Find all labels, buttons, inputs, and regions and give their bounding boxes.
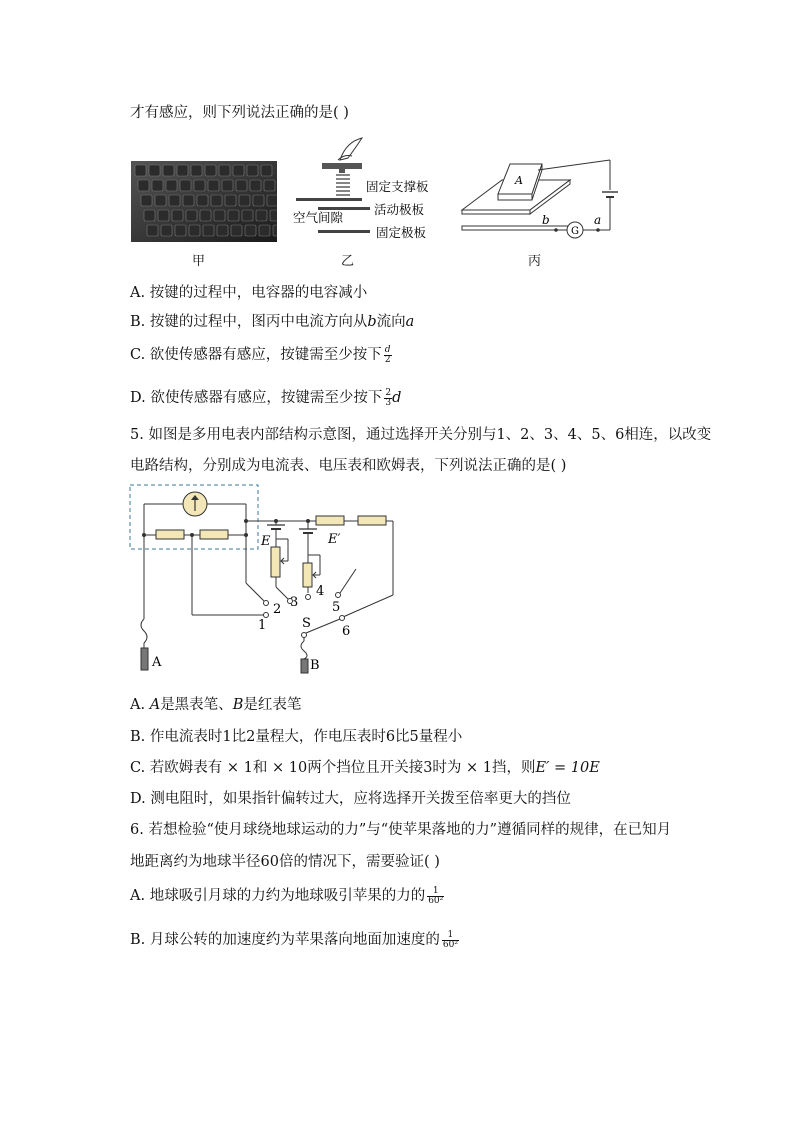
- keyboard-key: [247, 165, 258, 176]
- q4-option-d: D. 欲使传感器有感应，按键需至少按下 $\frac{2}{3}$ d: [130, 387, 402, 408]
- keyboard-key: [155, 195, 166, 206]
- keyboard-key: [233, 165, 244, 176]
- keyboard-key: [152, 180, 163, 191]
- keyboard-key: [270, 210, 277, 221]
- q5-stem-line1: 5. 如图是多用电表内部结构示意图，通过选择开关分别与1、2、3、4、5、6相连，以改变: [130, 427, 712, 443]
- keyboard-key: [253, 195, 264, 206]
- keyboard-key: [147, 225, 158, 236]
- keyboard-key: [197, 195, 208, 206]
- keyboard-key: [231, 225, 242, 236]
- q6-stem-line1: 6. 若想检验“使月球绕地球运动的力”与“使苹果落地的力”遵循同样的规律，在已知月: [130, 822, 672, 838]
- keyboard-key: [177, 165, 188, 176]
- keyboard-key: [135, 165, 146, 176]
- keyboard-key: [239, 195, 250, 206]
- keyboard-key: [175, 225, 186, 236]
- keyboard-key: [267, 195, 277, 206]
- capacitor-key-diagram: [288, 130, 448, 245]
- fig-label-bing: 丙: [528, 254, 542, 269]
- keyboard-key: [172, 210, 183, 221]
- label-1: 1: [258, 618, 267, 633]
- label-4: 4: [316, 584, 325, 599]
- keyboard-key: [245, 225, 256, 236]
- keyboard-key: [225, 195, 236, 206]
- q6-option-b: B. 月球公转的加速度约为苹果落向地面加速度的 $\frac{1}{\text{60²}}$: [130, 929, 458, 950]
- keyboard-key: [180, 180, 191, 191]
- keyboard-key: [163, 165, 174, 176]
- keyboard-key: [261, 165, 272, 176]
- keyboard-key: [208, 180, 219, 191]
- label-a: a: [594, 213, 602, 227]
- keyboard-key: [149, 165, 160, 176]
- q6-stem-line2: 地距离约为地球半径60倍的情况下，需要验证( ): [130, 854, 440, 870]
- keyboard-key: [214, 210, 225, 221]
- label-3: 3: [290, 595, 299, 610]
- keyboard-photo: [131, 161, 277, 242]
- keyboard-key: [219, 165, 230, 176]
- keyboard-key: [141, 195, 152, 206]
- q4-stem-tail: 才有感应，则下列说法正确的是( ): [130, 105, 349, 121]
- sensor-circuit-diagram: [458, 150, 638, 245]
- label-key-a: A: [515, 174, 523, 187]
- label-probe-a: A: [152, 655, 162, 670]
- keyboard-key: [183, 195, 194, 206]
- q5-option-c: C. 若欧姆表有 × 1和 × 10两个挡位且开关接3时为 × 1挡，则E′ = 10E: [130, 760, 600, 776]
- label-air-gap: 空气间隙: [293, 210, 344, 225]
- keyboard-key: [189, 225, 200, 236]
- keyboard-key: [186, 210, 197, 221]
- label-e: E: [261, 534, 271, 549]
- keyboard-key: [211, 195, 222, 206]
- label-6: 6: [342, 624, 351, 639]
- keyboard-key: [217, 225, 228, 236]
- label-moving-plate: 活动极板: [374, 202, 425, 217]
- keyboard-key: [158, 210, 169, 221]
- galvanometer-label: G: [571, 226, 579, 237]
- label-2: 2: [273, 602, 282, 617]
- keyboard-key: [169, 195, 180, 206]
- keyboard-key: [242, 210, 253, 221]
- label-probe-b: B: [310, 658, 320, 673]
- label-b: b: [542, 213, 550, 227]
- label-s: S: [302, 616, 311, 631]
- keyboard-key: [161, 225, 172, 236]
- q5-option-b: B. 作电流表时1比2量程大，作电压表时6比5量程小: [130, 729, 463, 745]
- keyboard-key: [250, 180, 261, 191]
- keyboard-key: [200, 210, 211, 221]
- fig-label-yi: 乙: [341, 254, 355, 269]
- keyboard-key: [194, 180, 205, 191]
- keyboard-key: [273, 225, 277, 236]
- fig-label-jia: 甲: [192, 254, 206, 269]
- q5-stem-line2: 电路结构，分别成为电流表、电压表和欧姆表，下列说法正确的是( ): [130, 458, 567, 474]
- q5-option-a: A. A是黑表笔、B是红表笔: [130, 697, 302, 713]
- label-5: 5: [332, 600, 341, 615]
- q5-option-d: D. 测电阻时，如果指针偏转过大，应将选择开关拨至倍率更大的挡位: [130, 791, 571, 807]
- multimeter-circuit: [128, 483, 418, 678]
- keyboard-key: [228, 210, 239, 221]
- keyboard-key: [256, 210, 267, 221]
- keyboard-key: [236, 180, 247, 191]
- label-fixed-plate: 固定极板: [376, 225, 427, 240]
- keyboard-key: [264, 180, 275, 191]
- label-fixed-support: 固定支撑板: [366, 179, 429, 194]
- keyboard-key: [203, 225, 214, 236]
- q4-option-b: B. 按键的过程中，图丙中电流方向从b流向a: [130, 314, 415, 330]
- q6-option-a: A. 地球吸引月球的力约为地球吸引苹果的力的 $\frac{1}{\text{60²}}$: [130, 885, 444, 906]
- keyboard-key: [222, 180, 233, 191]
- keyboard-key: [191, 165, 202, 176]
- keyboard-key: [166, 180, 177, 191]
- keyboard-key: [138, 180, 149, 191]
- keyboard-key: [205, 165, 216, 176]
- label-e-prime: E′: [328, 532, 341, 547]
- q4-option-a: A. 按键的过程中，电容器的电容减小: [130, 285, 368, 301]
- keyboard-key: [144, 210, 155, 221]
- q4-option-c: C. 欲使传感器有感应，按键需至少按下 $\frac{d}{2}$: [130, 344, 391, 365]
- keyboard-key: [259, 225, 270, 236]
